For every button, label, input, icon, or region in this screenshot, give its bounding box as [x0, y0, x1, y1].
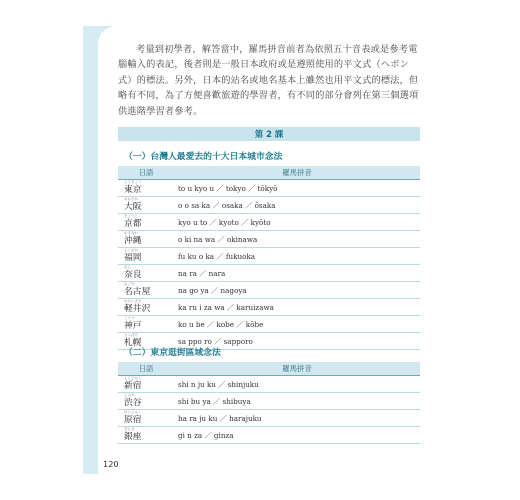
table-row — [118, 231, 420, 248]
japanese-cell — [118, 214, 174, 231]
japanese-cell — [118, 393, 174, 410]
japanese-cell — [118, 410, 174, 427]
romaji-cell: fu ku o ka ／ fukuoka — [174, 248, 420, 265]
furigana: ぎんざ — [124, 427, 135, 431]
romaji-cell: o o sa ka ／ osaka ／ ōsaka — [174, 197, 420, 214]
table-row — [118, 410, 420, 427]
romaji-cell: shi n ju ku ／ shinjuku — [174, 376, 420, 393]
furigana: しぶや — [124, 393, 135, 397]
place-name: 大阪 — [124, 202, 142, 212]
place-name: 名古屋 — [124, 287, 151, 297]
column-header-japanese: 日語 — [118, 166, 174, 180]
section-title-cities: （一）台灣人最愛去的十大日本城市念法 — [124, 152, 283, 162]
place-name: 原宿 — [124, 415, 142, 425]
table-row — [118, 393, 420, 410]
lesson-heading: 第 2 課 — [118, 127, 420, 141]
furigana: しんじゅく — [124, 376, 142, 380]
furigana: こうべ — [124, 316, 135, 320]
japanese-cell — [118, 316, 174, 333]
japanese-cell — [118, 282, 174, 299]
place-name: 新宿 — [124, 381, 142, 391]
romaji-cell: shi bu ya ／ shibuya — [174, 393, 420, 410]
japanese-cell — [118, 231, 174, 248]
romaji-cell: na ra ／ nara — [174, 265, 420, 282]
romaji-cell: ko u be ／ kobe ／ kōbe — [174, 316, 420, 333]
romaji-cell: ha ra ju ku ／ harajuku — [174, 410, 420, 427]
place-name: 渋谷 — [124, 398, 142, 408]
romaji-cell: gi n za ／ ginza — [174, 427, 420, 444]
place-name: 札幌 — [124, 338, 142, 348]
furigana: ふくおか — [124, 248, 138, 252]
furigana: さっぽろ — [124, 333, 138, 337]
table-row — [118, 376, 420, 393]
furigana: おきなわ — [124, 231, 138, 235]
japanese-cell — [118, 180, 174, 197]
column-header-romaji: 羅馬拼音 — [174, 166, 420, 180]
table-row — [118, 427, 420, 444]
place-name: 軽井沢 — [124, 304, 151, 314]
romaji-cell: kyo u to ／ kyoto ／ kyōto — [174, 214, 420, 231]
furigana: きょうと — [124, 214, 138, 218]
cities-table — [118, 166, 420, 350]
table-header-row — [118, 166, 420, 180]
table-row — [118, 265, 420, 282]
column-header-romaji: 羅馬拼音 — [174, 362, 420, 376]
page-number: 120 — [103, 459, 119, 469]
place-name: 福岡 — [124, 253, 142, 263]
romaji-cell: sa ppo ro ／ sapporo — [174, 333, 420, 350]
romaji-cell: o ki na wa ／ okinawa — [174, 231, 420, 248]
furigana: とうきょう — [124, 180, 142, 184]
place-name: 奈良 — [124, 270, 142, 280]
table-header-row — [118, 362, 420, 376]
section-title-tokyo-areas: （二）東京逛街區域念法 — [124, 348, 221, 358]
table-row — [118, 248, 420, 265]
table-row — [118, 214, 420, 231]
column-header-japanese: 日語 — [118, 362, 174, 376]
place-name: 東京 — [124, 185, 142, 195]
table-row — [118, 316, 420, 333]
place-name: 銀座 — [124, 432, 142, 442]
romaji-cell: to u kyo u ／ tokyo ／ tōkyō — [174, 180, 420, 197]
japanese-cell — [118, 197, 174, 214]
intro-paragraph: 考量到初學者，解答當中，羅馬拼音前者為依照五十音表或是參考電腦輸入的表記，後者則是一般日本政府或是遵照使用的平文式（ヘボン式）的標法。另外，日本的站名或地名基本上雖然也用平文式的標法，但略有不同，為了方便喜歡旅遊的學習者，有不同的部分會列在第三個選項供進階學習者參考。 — [118, 44, 419, 117]
tokyo-areas-table — [118, 362, 420, 444]
furigana: なら — [124, 265, 131, 269]
furigana: おおさか — [124, 197, 138, 201]
table-row — [118, 282, 420, 299]
furigana: はらじゅく — [124, 410, 142, 414]
japanese-cell — [118, 299, 174, 316]
place-name: 沖縄 — [124, 236, 142, 246]
japanese-cell — [118, 248, 174, 265]
japanese-cell — [118, 427, 174, 444]
place-name: 京都 — [124, 219, 142, 229]
table-row — [118, 180, 420, 197]
japanese-cell — [118, 265, 174, 282]
furigana: なごや — [124, 282, 135, 286]
table-row — [118, 197, 420, 214]
romaji-cell: ka ru i za wa ／ karuizawa — [174, 299, 420, 316]
table-row — [118, 299, 420, 316]
place-name: 神戸 — [124, 321, 142, 331]
romaji-cell: na go ya ／ nagoya — [174, 282, 420, 299]
furigana: かるいざわ — [124, 299, 142, 303]
japanese-cell — [118, 376, 174, 393]
